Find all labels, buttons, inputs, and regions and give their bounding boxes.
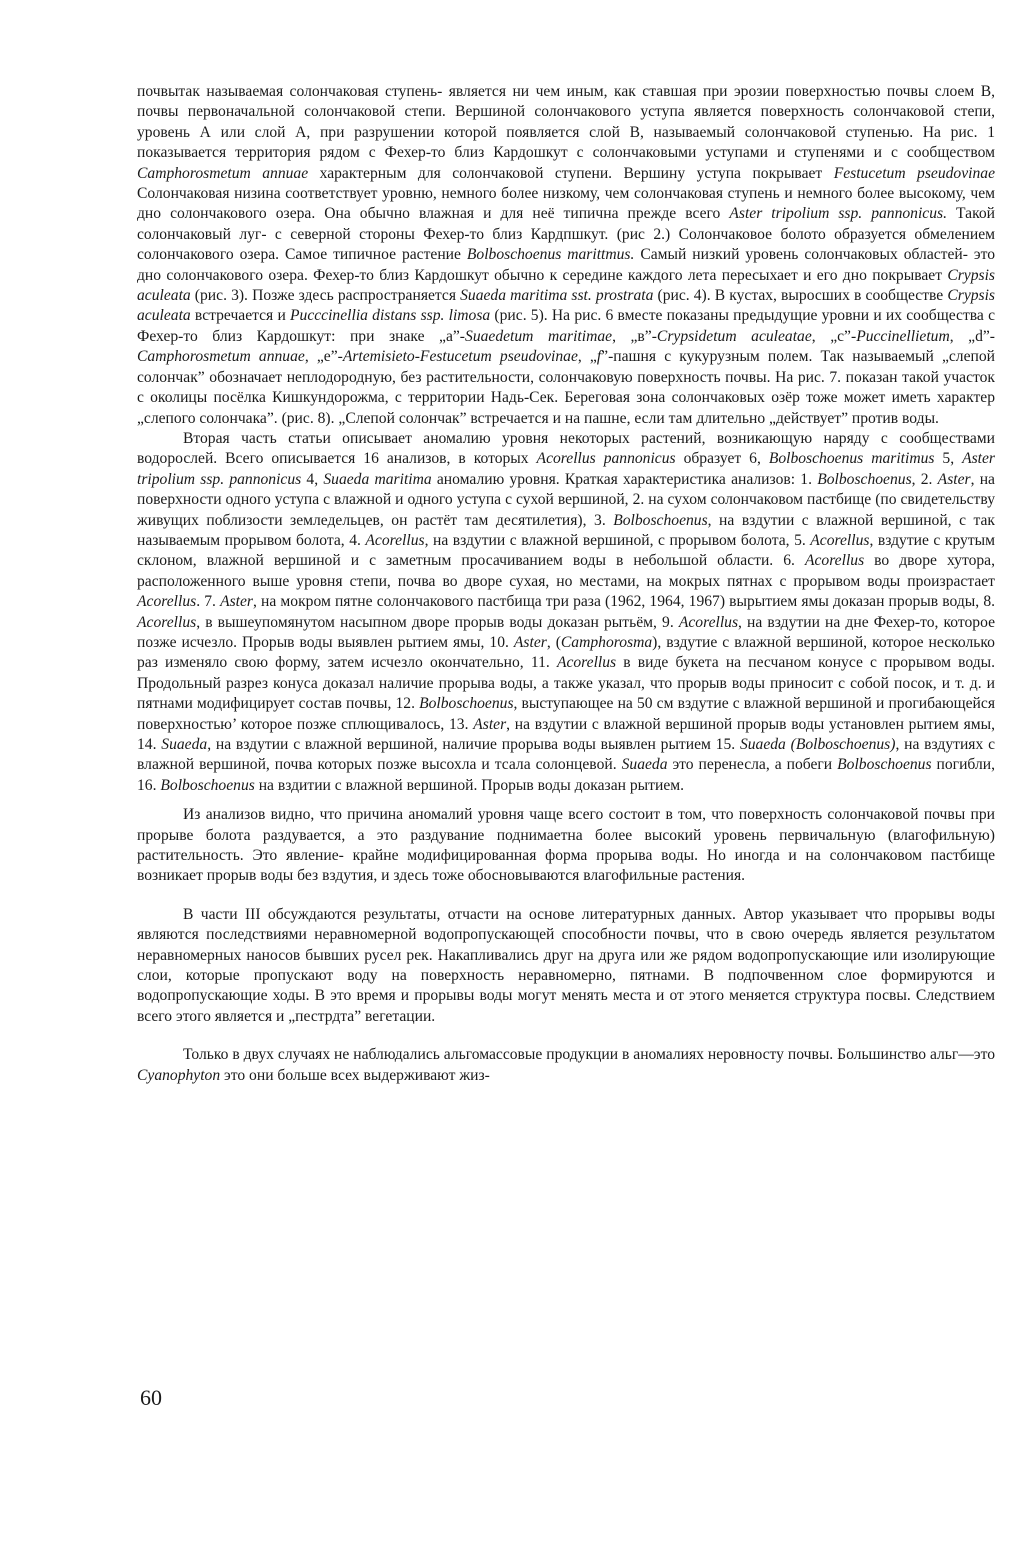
latin-taxon-name: Suaeda maritima sst. prostrata [460,287,654,305]
latin-taxon-name: Bolboschoenus [613,511,708,529]
article-body [137,82,995,1086]
text-run: погибли, 16. [137,756,995,794]
latin-taxon-name: Aster tripolium ssp. pannonicus [137,450,995,488]
text-run: , на мокром пятне солончакового пастбища три раза (1962, 1964, 1967) вырытием ямы доказан прорыв воды, 8. [252,593,996,611]
latin-taxon-name: Acorellus [678,613,739,631]
text-run: , ( [546,633,561,651]
text-run: Из анализов видно, что причина аномалий уровня чаще всего состоит в том, что поверхность солончаковой почвы при прорыве болота раздувается, а это раздувание поднимаетна более высокий уровень первичальную (влагофильную) растительность. Это явление- крайне модифицированная форма прорыва воды. Но иногда и на солончаковом пастбище возникает прорыв воды без вздутия, и здесь тоже обосновываются влагофильные растения. [137,806,995,885]
text-run: Только в двух случаях не наблюдались альгомассовые продукции в аномалиях неровносту почвы. Большинство альг—это [183,1046,995,1064]
text-run: В части III обсуждаются результаты, отчасти на основе литературных данных. Автор указывает что прорывы воды являются последствиями неравномерной водопропускающей способности почвы, что в свою очередь является результатом неравномерных наносов бывших русел рек. Накапливались друг на друга или же рядом водопропускающие или изолирующие слои, которые пропускают воду на поверхность неравномерно, пятнами. В подпочвенном слое формируются и водопропускающие ходы. В это время и прорывы воды могут менять места и от этого меняется структура посвы. Следствием всего этого является и „пестрдта” вегетации. [137,905,995,1025]
text-run: почвытак называемая солончаковая ступень- является ни чем иным, как ставшая при эрозии поверхностью почвы слоем В, почвы первоначальной солончаковой степи. Вершиной солончакового уступа является поверхность солончаковой степи, уровень А или слой А, при разрушении которой появляется слой В, называемый солончаковой ступенью. На рис. 1 показывается территория рядом с Фехер-то близ Кардошкут с солончаковыми уступами и ступенями и с сообществом [137,83,995,162]
latin-taxon-name: Puccinellietum [856,327,950,345]
latin-taxon-name: Acorellus [137,613,197,631]
paragraph-algae [137,1045,995,1086]
latin-taxon-name: f [596,348,602,366]
text-run: (рис. 3). Позже здесь распространяется [190,287,461,305]
text-run: , 2. [911,470,938,488]
latin-taxon-name: Festucetum pseudovinae [833,164,995,182]
text-run: в виде букета на песчаном конусе с прорывом воды. Продольный разрез конуса доказал наличие прорыва воды, а также указал, что прорыв воды приносит с собой посок, и т. д. и пятнами модифицирует состав почвы, 12. [137,654,996,713]
paragraph-salt-steppe-levels [137,82,995,429]
latin-taxon-name: Pucccinellia distans ssp. limosa [290,307,491,325]
text-run: образует 6, [675,450,769,468]
latin-taxon-name: Camphorosmetum annuae [137,164,309,182]
latin-taxon-name: Bolboschoenus [419,695,514,713]
text-run: , на вздутии с влажной вершиной, с прорывом болота, 5. [424,531,811,549]
text-run: , „e”- [304,348,343,366]
latin-taxon-name: Suaeda [161,736,208,753]
latin-taxon-name: Acorellus [804,552,865,570]
text-run: , „d”- [949,327,995,345]
text-run: ), вздутие с влажной вершиной, которое несколько раз изменяло свою форму, затем исчезло окончательно, 11. [137,633,995,672]
text-run: (рис. 4). В кустах, выросших в сообществе [653,287,948,305]
text-run: , „c”- [811,327,857,345]
text-run: Солончаковая низина соответствует уровню, немного более низкому, чем солончаковая ступень и немного более высокому, чем дно солончакового озера. Она обычно влажная и для неё типична прежде всего [137,185,995,223]
latin-taxon-name: Aster [220,593,253,611]
text-run: это перенесла, а побеги [667,756,838,774]
text-run: , в вышеупомянутом насыпном дворе прорыв воды доказан рытьём, 9. [196,613,679,631]
latin-taxon-name: Acorellus [810,531,870,549]
latin-taxon-name: Camphorosma [560,633,653,651]
text-run: , на вздутии с влажной вершиной, наличие прорыва воды выявлен рытием 15. [207,736,740,753]
latin-taxon-name: Suaeda [621,756,668,774]
text-run: (рис. 5). На рис. 6 вместе показаны предыдущие уровни и их сообщества с Фехер-то близ Кардошкут: при знаке „a”- [137,307,995,345]
latin-taxon-name: Aster [473,715,507,733]
latin-taxon-name: Bolboschoenus [837,756,932,774]
text-run: Самый низкий уровень солончаковых областей- это дно солончакового озера. Фехер-то близ Кардошкут обычно к середине каждого лета пересыхает и его дно покрывает [137,246,995,284]
latin-taxon-name: Cyanophyton [137,1066,221,1084]
latin-taxon-name: Suaedetum maritimae [465,327,613,345]
paragraph-level-anomalies [137,429,995,796]
latin-taxon-name: Aster tripolium ssp. pannonicus. [729,205,947,223]
text-run: , на вздутии на дне Фехер-то, которое позже исчезло. Прорыв воды выявлен рытием ямы, 10. [137,613,995,651]
text-run: , „в”- [612,327,657,345]
latin-taxon-name: Bolboschoenus [160,776,255,794]
text-run: встречается и [190,307,291,325]
latin-taxon-name: Acorellus [137,593,197,611]
paragraph-part-three [137,905,995,1027]
text-run: Вторая часть статьи описывает аномалию уровня некоторых растений, возникающую наряду с сообществами водорослей. Всего описывается 16 анализов, в которых [137,429,995,468]
text-run: это они больше всех выдерживают жиз- [220,1066,490,1084]
latin-taxon-name: Suaeda maritima [323,470,432,488]
latin-taxon-name: Bolboschoenus [817,470,912,488]
text-run: . 7. [196,593,221,611]
latin-taxon-name: Acorellus pannonicus [536,450,676,468]
latin-taxon-name: Crypsis aculeata [137,266,995,305]
latin-taxon-name: Acorellus [365,531,425,549]
latin-taxon-name: Acorellus [556,654,617,672]
latin-taxon-name: Artemisieto-Festucetum pseudovinae [342,348,578,366]
text-run: , выступающее на 50 см вздутие с влажной вершиной и прогибающейся поверхностью’ которое позже сплющивалось, 13. [137,695,996,733]
latin-taxon-name: Suaeda (Bolboschoenus) [739,736,896,753]
text-run: 5, [934,450,963,468]
text-run: , на вздутии с влажной вершиной прорыв воды установлен рытием ямы, 14. [137,715,996,753]
text-run: , на поверхности одного уступа с влажной и одного уступа с сухой вершиной, 2. на сухом солончаковом пастбище (по свидетельству живущих поблизости земледельцев, он растёт там десятилетия), 3. [137,470,995,529]
text-run: Такой солончаковый луг- с северной стороны Фехер-то близ Кардпшкут. (рис 2.) Солончаковое болото образуется обмелением солончакового озера. Самое типичное растение [137,205,995,264]
latin-taxon-name: Camphorosmetum annuae [137,348,305,366]
text-run: 4, [301,470,324,488]
text-run: , на вздутии с влажной вершиной, с так называемым прорывом болота, 4. [137,511,996,549]
text-run: во дворе хутора, расположенного выше уровня степи, почва во дворе сухая, но местами, на мокрых пятнах с прорывом воды произрастает [137,552,995,590]
latin-taxon-name: Crypsis aculeata [137,287,996,325]
latin-taxon-name: Crypsidetum aculeatae [656,327,812,345]
text-run: характерным для солончаковой ступени. Вершину уступа покрывает [308,164,834,182]
paragraph-analysis-conclusion [137,805,995,887]
text-run: ”-пашня с кукурузным полем. Так называемый „слепой солончак” обозначает неплодородную, без растительности, солончаковую поверхность почвы. На рис. 7. показан такой участок с околицы посёлка Кишкундорожма, с территории Надь-Сек. Береговая зона солончаковых озёр тоже может иметь характер „слепого солончака”. (рис. 8). „Слепой солончак” встречается и на пашне, если там длительно „действует” против воды. [137,348,995,427]
text-run: аномалию уровня. Краткая характеристика анализов: 1. [431,470,818,488]
text-run: , на вздутиях с влажной вершиной, почва которых позже высохла и тсала солонцевой. [137,736,995,774]
latin-taxon-name: Bolboschoenus marittmus. [466,246,635,264]
page-number: 60 [140,1385,162,1410]
text-run: на вздитии с влажной вершиной. Прорыв воды доказан рытием. [254,776,685,794]
latin-taxon-name: Bolboschoenus maritimus [768,450,935,468]
latin-taxon-name: Aster [937,470,971,488]
latin-taxon-name: Aster [513,633,547,651]
text-run: , „ [577,348,597,366]
text-run: , вздутие с крутым склоном, влажной вершиной и с заметным просачиванием воды в небольшой области. 6. [137,531,995,570]
